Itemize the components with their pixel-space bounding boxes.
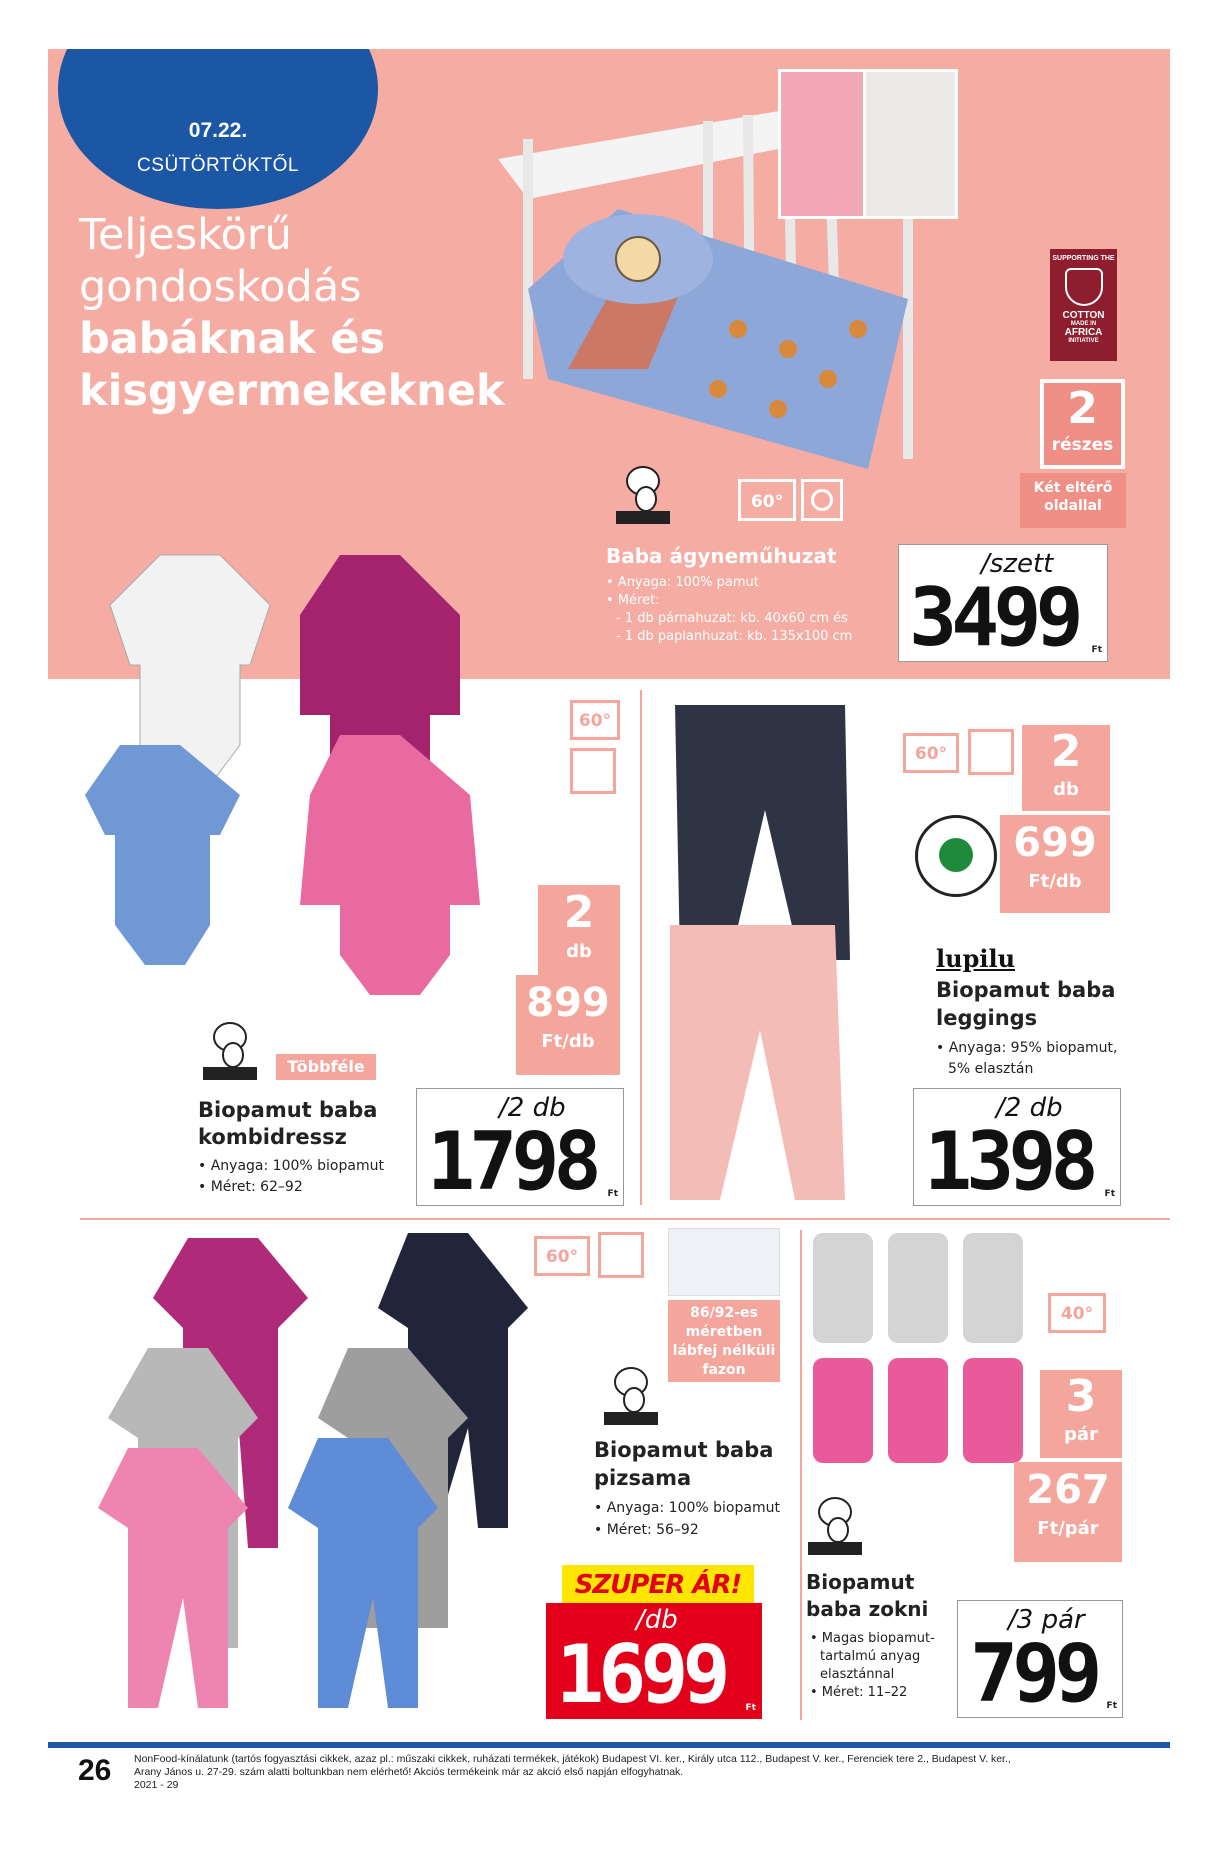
pajama-image [88, 1228, 558, 1718]
price-unit: /3 pár [1008, 1605, 1085, 1635]
bullet: • Anyaga: 100% biopamut [594, 1500, 780, 1516]
headline-line-2: gondoskodás [79, 262, 362, 312]
price-value: 799 [970, 1627, 1097, 1720]
bullet: - 1 db párnahuzat: kb. 40x60 cm és [616, 611, 848, 626]
bullet: • Anyaga: 100% pamut [606, 575, 759, 590]
wash-60-icon [738, 479, 796, 521]
leggings-count-badge [1022, 725, 1110, 811]
separator [80, 1218, 1170, 1220]
pajama-dry-icon [598, 1232, 644, 1278]
bullet: • Magas biopamut- [810, 1631, 935, 1646]
footer-line: Arany János u. 27-29. szám alatti boltunkban nem elérhető! Akciós termékeink már az akció első napján elfogyhatnak. [134, 1766, 684, 1778]
bodysuit-count-badge [538, 885, 620, 975]
leggings-bullets [936, 1038, 1117, 1080]
wash-temp: 40° [1060, 1304, 1094, 1324]
count-num: 2 [563, 887, 595, 938]
wash-temp: 60° [750, 492, 784, 512]
footer-line: NonFood-kínálatunk (tartós fogyasztási cikkek, azaz pl.: műszaki cikkek, ruházati termékek, játékok) Budapest VI. ker., Király utca 112., Budapest V. ker., Ferenciek tere 2., Budapest V. ker., [134, 1753, 1011, 1765]
super-price-banner: SZUPER ÁR! [562, 1565, 754, 1605]
headline-line-1: Teljeskörű [79, 210, 292, 260]
bodysuit-image [70, 545, 530, 1015]
page-number: 26 [78, 1754, 112, 1787]
pajama-wash-icon [534, 1236, 590, 1276]
currency: Ft [745, 1703, 756, 1713]
bullet: 5% elasztán [948, 1061, 1034, 1077]
currency: Ft [607, 1189, 618, 1199]
unit-price: 699 [1013, 820, 1097, 866]
two-sided-badge [1020, 473, 1126, 528]
leggings-price-box [913, 1088, 1121, 1206]
leggings-unit-price [1000, 815, 1110, 913]
pajama-feet-image [668, 1228, 780, 1296]
price-unit: /2 db [499, 1093, 566, 1123]
africa-icon [1065, 268, 1103, 306]
peanuts-logo [608, 459, 678, 529]
price-value: 3499 [909, 571, 1078, 664]
socks-image [808, 1228, 1033, 1468]
peanuts-logo [800, 1490, 870, 1560]
pajama-bullets [594, 1497, 780, 1541]
unit-price-label: Ft/pár [1037, 1518, 1099, 1539]
bullet: elasztánnal [820, 1667, 895, 1682]
lupilu-logo: lupilu [936, 944, 1016, 973]
currency: Ft [1104, 1189, 1115, 1199]
pajama-price-box [546, 1603, 762, 1719]
bodysuit-title-2: kombidressz [198, 1125, 347, 1149]
pattern-thumb-1 [778, 69, 873, 219]
price-box [898, 544, 1108, 662]
pattern-thumb-2 [863, 69, 958, 219]
date-text: 07.22. [188, 119, 248, 142]
unit-price: 899 [526, 980, 610, 1026]
count-label: db [566, 941, 592, 962]
price-unit: /szett [981, 549, 1054, 579]
bodysuit-wash-icon [570, 700, 620, 740]
separator [640, 690, 642, 1205]
price-value: 1798 [427, 1115, 596, 1208]
cotton-line-1: COTTON [1062, 310, 1105, 321]
footer-bar [48, 1742, 1170, 1748]
day-text: CSÜTÖRTÖKTŐL [137, 155, 299, 176]
unit-price: 267 [1026, 1467, 1110, 1513]
count-num: 3 [1065, 1371, 1097, 1422]
leggings-dry-icon [968, 729, 1014, 775]
wash-temp: 60° [578, 711, 612, 731]
unit-price-label: Ft/db [1028, 871, 1082, 892]
socks-title-2: baba zokni [806, 1597, 929, 1621]
gots-logo [915, 815, 997, 897]
unit-price-label: Ft/db [541, 1031, 595, 1052]
two-sided-text: Két eltérő oldallal [1033, 480, 1113, 514]
headline-line-3: babáknak és [79, 314, 386, 364]
bodysuit-unit-price [516, 975, 620, 1075]
bullet: tartalmú anyag [820, 1649, 921, 1664]
bodysuit-bullets [198, 1156, 384, 1198]
variety-badge: Többféle [276, 1054, 376, 1080]
cotton-line-2: MADE IN [1070, 321, 1097, 327]
footer-disclaimer [134, 1753, 1134, 1792]
bodysuit-title-1: Biopamut baba [198, 1098, 378, 1122]
socks-unit-price [1014, 1462, 1122, 1562]
cotton-africa-logo [1050, 249, 1117, 361]
parts-num: 2 [1067, 383, 1098, 434]
bullet: - 1 db paplanhuzat: kb. 135x100 cm [616, 629, 853, 644]
cotton-line-4: INITIATIVE [1068, 338, 1099, 344]
bodysuit-dry-icon [570, 748, 616, 794]
cotton-top: SUPPORTING THE [1052, 255, 1115, 262]
count-label: db [1053, 779, 1079, 800]
date-badge [58, 49, 378, 209]
pajama-title-1: Biopamut baba [594, 1438, 774, 1462]
peanuts-logo [596, 1360, 666, 1430]
currency: Ft [1106, 1701, 1117, 1711]
socks-count-badge [1040, 1370, 1122, 1458]
parts-label: részes [1051, 435, 1114, 455]
headline-line-4: kisgyermekeknek [79, 366, 505, 416]
price-unit: /db [636, 1605, 678, 1635]
cotton-line-3: AFRICA [1064, 327, 1103, 338]
bullet: • Méret: [606, 593, 660, 608]
separator [800, 1230, 802, 1720]
leggings-image [665, 700, 875, 1205]
product-bullets [606, 574, 852, 646]
product-title: Baba ágyneműhuzat [606, 544, 837, 568]
price-value: 1398 [924, 1115, 1093, 1208]
leggings-title-1: Biopamut baba [936, 978, 1116, 1002]
parts-badge [1040, 379, 1125, 469]
wash-temp: 60° [545, 1247, 579, 1267]
pajama-note: 86/92-es méretben lábfej nélküli fazon [668, 1300, 780, 1382]
leggings-title-2: leggings [936, 1006, 1038, 1030]
bodysuit-price-box [416, 1088, 624, 1206]
socks-title-1: Biopamut [806, 1570, 915, 1594]
pajama-title-2: pizsama [594, 1466, 692, 1490]
count-label: pár [1064, 1424, 1098, 1445]
socks-wash-icon [1048, 1293, 1106, 1333]
bullet: • Méret: 56–92 [594, 1522, 699, 1538]
bullet: • Méret: 62–92 [198, 1179, 303, 1195]
bullet: • Anyaga: 95% biopamut, [936, 1040, 1118, 1056]
shirt-icon [939, 838, 973, 872]
tumble-dry-icon [801, 479, 843, 521]
socks-bullets [810, 1630, 935, 1702]
bullet: • Anyaga: 100% biopamut [198, 1158, 384, 1174]
footer-line: 2021 - 29 [134, 1779, 179, 1791]
price-value: 1699 [556, 1628, 725, 1721]
count-num: 2 [1050, 726, 1082, 777]
currency: Ft [1091, 645, 1102, 655]
socks-price-box [957, 1600, 1123, 1718]
leggings-wash-icon [903, 733, 959, 773]
peanuts-logo [195, 1015, 265, 1085]
headline [79, 209, 505, 417]
bullet: • Méret: 11–22 [810, 1685, 908, 1700]
price-unit: /2 db [996, 1093, 1063, 1123]
wash-temp: 60° [914, 744, 948, 764]
